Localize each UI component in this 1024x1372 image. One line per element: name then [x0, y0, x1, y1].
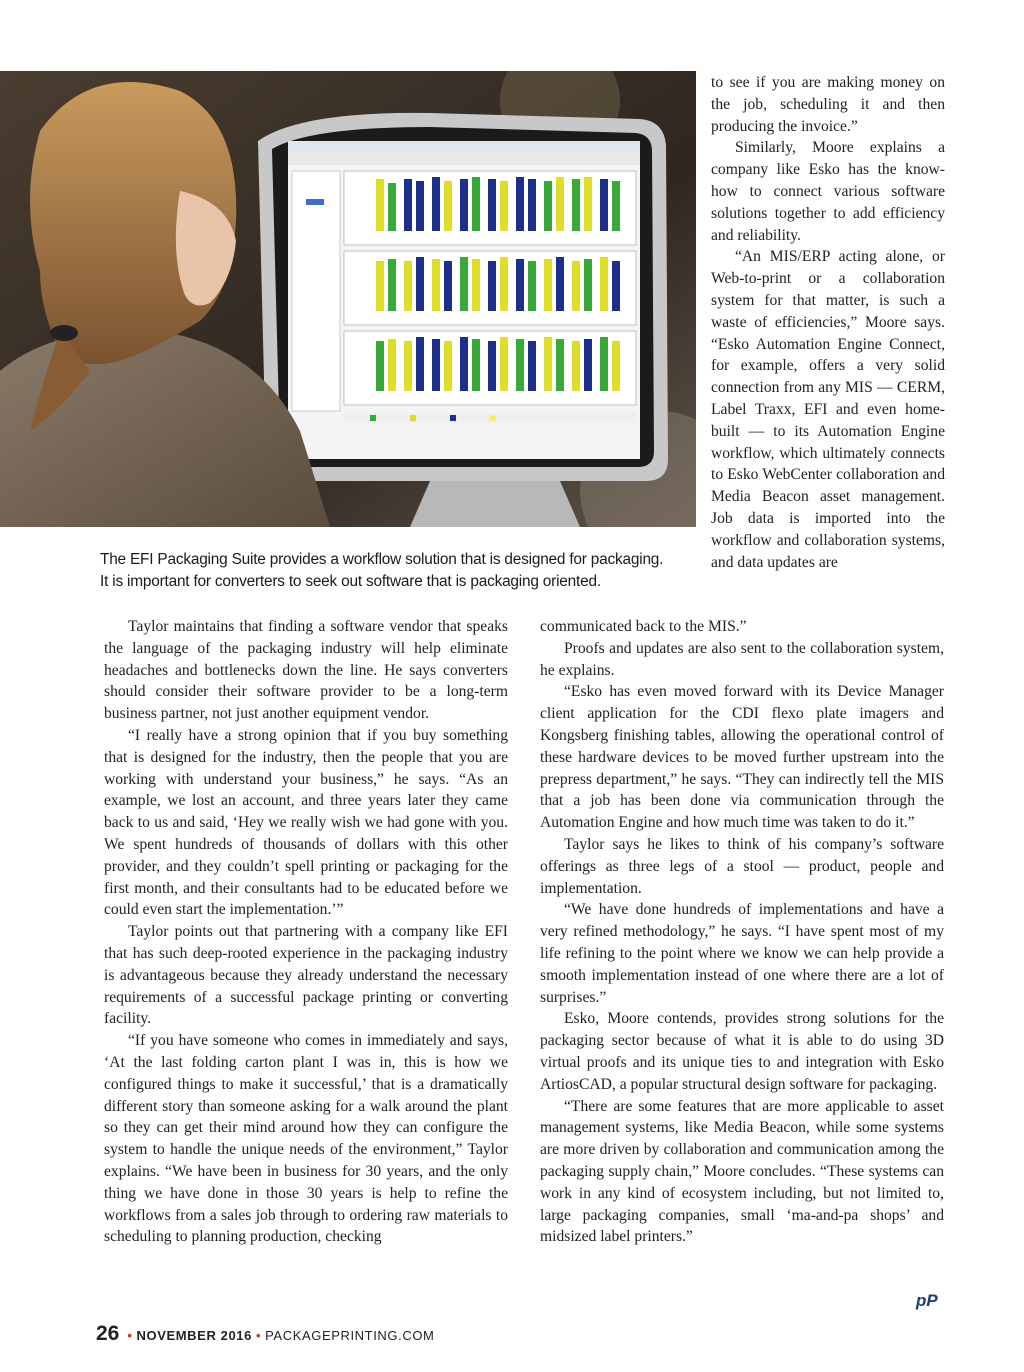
paragraph: “I really have a strong opinion that if you buy something that is designed for the industry, then the people that you are working with understand your business,” he says. “As an example, we lost an account, and three years later they came back to us and said, ‘Hey we really wish we had gone with you. We spent hundreds of thousands of dollars with this other provider, and they couldn’t spell printing or packaging for the first month, and their consultants had to be educated before we could even start the implementation.’” — [104, 726, 508, 919]
right-column — [540, 616, 944, 1248]
page-number: 26 — [96, 1322, 120, 1345]
paragraph: Esko, Moore contends, provides strong solutions for the packaging sector because of what it is able to do using 3D virtual proofs and its unique ties to and integration with Esko ArtiosCAD, a popular structural design software for packaging. — [540, 1010, 944, 1093]
paragraph: Similarly, Moore explains a company like Esko has the know-how to connect various software solutions together to add efficiency and reliability. — [711, 139, 945, 244]
paragraph: communicated back to the MIS.” — [540, 618, 747, 635]
article-photo — [0, 71, 696, 527]
right-top-column — [711, 72, 945, 573]
paragraph: “Esko has even moved forward with its Device Manager client application for the CDI flexo plate imagers and Kongsberg finishing tables, allowing the operational control of these hardware devices to be moved further upstream into the prepress department,” he says. “They can indirectly tell the MIS that a job has been done via communication through the Automation Engine and how much time was taken to do it.” — [540, 683, 944, 832]
paragraph: “An MIS/ERP acting alone, or Web-to-print or a collaboration system for that matter, is such a waste of efficiencies,” Moore says. “Esko Automation Engine Connect, for example, offers a very solid connection from any MIS — CERM, Label Traxx, EFI and even home-built — to its Automation Engine workflow, which ultimately connects to Esko WebCenter collaboration and Media Beacon asset management. Job data is imported into the workflow and collaboration systems, and data updates are — [711, 248, 945, 571]
paragraph: Taylor points out that partnering with a company like EFI that has such deep-rooted experience in the packaging industry is advantageous because they already understand the necessary requirements of a successful package printing or converting facility. — [104, 923, 508, 1028]
paragraph: to see if you are making money on the job, scheduling it and then producing the invoice.” — [711, 74, 945, 135]
page-footer — [96, 1322, 434, 1346]
paragraph: Taylor says he likes to think of his company’s software offerings as three legs of a stool — product, people and implementation. — [540, 835, 944, 897]
website: PACKAGEPRINTING.COM — [265, 1328, 435, 1343]
caption-line-2: It is important for converters to seek out software that is packaging oriented. — [100, 572, 601, 590]
paragraph: “If you have someone who comes in immediately and says, ‘At the last folding carton plant I was in, this is how we configured things to make it successful,’ that is a dramatically different story than someone asking for a walk around the plant so they can get their mind around how they can configure the system to handle the unique needs of the environment,” Taylor explains. “We have been in business for 30 years, and the only thing we have done in those 30 years is help to refine the workflows from a sales job through to ordering raw materials to scheduling to planning production, checking — [104, 1032, 508, 1246]
paragraph: “We have done hundreds of implementations and have a very refined methodology,” he says. “I have spent most of my life refining to the point where we know we can help provide a smooth implementation instead of one where there are a lot of surprises.” — [540, 901, 944, 1006]
issue-date: NOVEMBER 2016 — [136, 1328, 252, 1343]
photo-caption — [100, 549, 700, 592]
caption-line-1: The EFI Packaging Suite provides a workflow solution that is designed for packaging. — [100, 551, 664, 568]
left-column — [104, 616, 508, 1248]
paragraph: Proofs and updates are also sent to the collaboration system, he explains. — [540, 639, 944, 679]
end-mark: pP — [916, 1291, 938, 1310]
photo-woman-at-monitor-icon — [0, 71, 696, 527]
bullet-separator: • — [127, 1328, 133, 1343]
paragraph: Taylor maintains that finding a software vendor that speaks the language of the packaging industry will help eliminate headaches and bottlenecks down the line. He says converters should consider their software provider to be a long-term business partner, not just another equipment vendor. — [104, 618, 508, 723]
bullet-separator: • — [255, 1328, 262, 1343]
paragraph: “There are some features that are more applicable to asset management systems, like Media Beacon, while some systems are more driven by collaboration and communication among the packaging supply chain,” Moore concludes. “These systems can work in any kind of ecosystem including, but not limited to, large packaging companies, small ‘ma-and-pa shops’ and midsized label printers.” — [540, 1097, 944, 1246]
